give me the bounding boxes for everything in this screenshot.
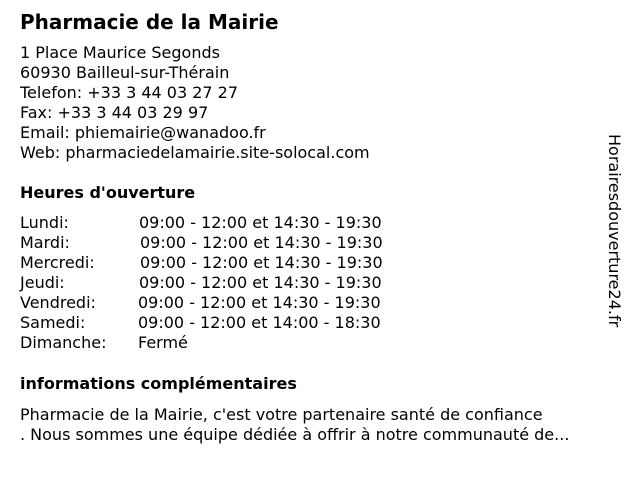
website-url: Web: pharmaciedelamairie.site-solocal.com — [20, 143, 370, 162]
fax-number: Fax: +33 3 44 03 29 97 — [20, 103, 209, 122]
hours-time: 09:00 - 12:00 et 14:00 - 18:30 — [138, 313, 381, 332]
phone-number: Telefon: +33 3 44 03 27 27 — [20, 83, 239, 102]
hours-time: Fermé — [138, 333, 188, 352]
hours-day: Lundi: — [20, 213, 69, 232]
site-watermark: Horairesdouverture24.fr — [605, 134, 624, 328]
info-line: . Nous sommes une équipe dédiée à offrir à notre communauté de... — [20, 425, 570, 444]
hours-day: Samedi: — [20, 313, 86, 332]
address-street: 1 Place Maurice Segonds — [20, 43, 220, 62]
email-address: Email: phiemairie@wanadoo.fr — [20, 123, 266, 142]
info-line: Pharmacie de la Mairie, c'est votre partenaire santé de confiance — [20, 405, 543, 424]
address-city: 60930 Bailleul-sur-Thérain — [20, 63, 230, 82]
hours-time: 09:00 - 12:00 et 14:30 - 19:30 — [140, 253, 383, 272]
hours-time: 09:00 - 12:00 et 14:30 - 19:30 — [139, 213, 382, 232]
hours-day: Jeudi: — [20, 273, 65, 292]
hours-time: 09:00 - 12:00 et 14:30 - 19:30 — [139, 273, 382, 292]
hours-time: 09:00 - 12:00 et 14:30 - 19:30 — [140, 233, 383, 252]
hours-day: Mardi: — [20, 233, 70, 252]
hours-day: Mercredi: — [20, 253, 95, 272]
hours-heading: Heures d'ouverture — [20, 183, 196, 202]
info-description — [20, 405, 569, 445]
hours-time: 09:00 - 12:00 et 14:30 - 19:30 — [138, 293, 381, 312]
hours-day: Vendredi: — [20, 293, 96, 312]
pharmacy-name: Pharmacie de la Mairie — [20, 10, 279, 34]
contact-block — [20, 43, 370, 163]
info-heading: informations complémentaires — [20, 374, 297, 393]
hours-day: Dimanche: — [20, 333, 107, 352]
